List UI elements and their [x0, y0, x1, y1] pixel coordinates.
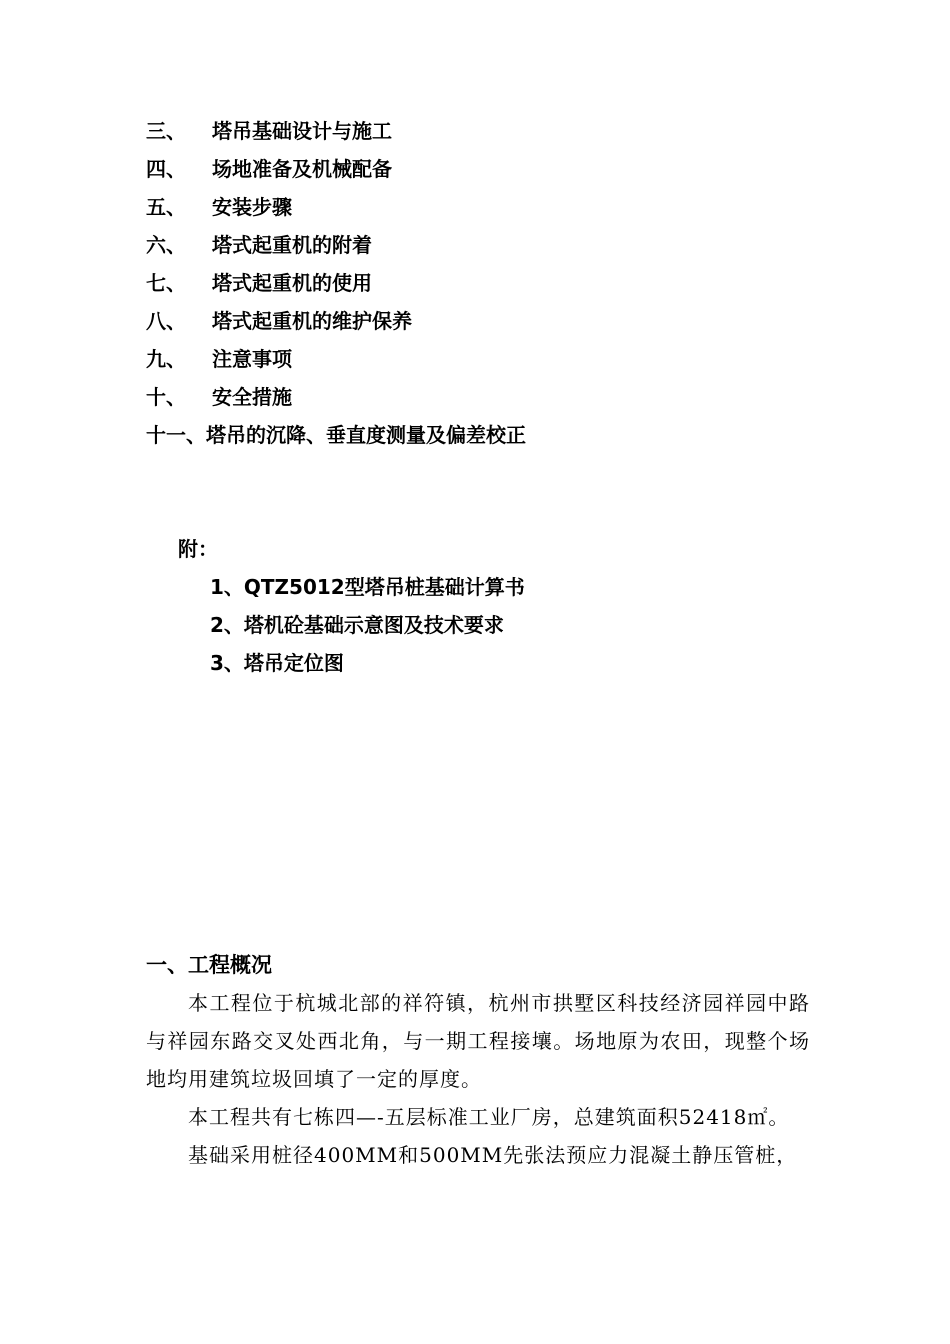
- toc-item: [146, 188, 846, 226]
- section-heading: 一、工程概况: [146, 953, 272, 977]
- toc-item-number: 十、: [146, 385, 186, 409]
- appendix-item: 1、QTZ5012型塔吊桩基础计算书: [210, 575, 525, 599]
- toc-item-number: 六、: [146, 233, 186, 257]
- body-paragraph: 本工程共有七栋四—-五层标准工业厂房，总建筑面积52418㎡。: [188, 1105, 790, 1129]
- toc-item-title: 塔式起重机的使用: [212, 271, 372, 295]
- toc-item-number: 九、: [146, 347, 186, 371]
- body-paragraph: 本工程位于杭城北部的祥符镇，杭州市拱墅区科技经济园祥园中路与祥园东路交叉处西北角，与一期工程接壤。场地原为农田，现整个场地均用建筑垃圾回填了一定的厚度。: [146, 991, 810, 1091]
- toc-item-number: 八、: [146, 309, 186, 333]
- toc-item-number: 四、: [146, 157, 186, 181]
- appendix-item: 3、塔吊定位图: [210, 651, 344, 675]
- toc-item-title: 场地准备及机械配备: [212, 157, 392, 181]
- toc-item-title: 十一、塔吊的沉降、垂直度测量及偏差校正: [146, 423, 526, 447]
- appendix-label: 附：: [178, 537, 218, 561]
- toc-item-title: 安全措施: [212, 385, 292, 409]
- appendix: [178, 530, 778, 682]
- toc-item-title: 塔式起重机的附着: [212, 233, 372, 257]
- toc-item-number: 三、: [146, 119, 186, 143]
- toc-item: [146, 112, 846, 150]
- toc-item-title: 塔吊基础设计与施工: [212, 119, 392, 143]
- toc-item-title: 注意事项: [212, 347, 292, 371]
- project-overview-section: [146, 946, 810, 1174]
- body-paragraph: 基础采用桩径400MM和500MM先张法预应力混凝土静压管桩，: [188, 1143, 798, 1167]
- toc-item-title: 塔式起重机的维护保养: [212, 309, 412, 333]
- toc-item: [146, 264, 846, 302]
- toc-item: [146, 378, 846, 416]
- toc-item: [146, 226, 846, 264]
- toc-item: [146, 416, 846, 454]
- toc-item-title: 安装步骤: [212, 195, 292, 219]
- appendix-item: 2、塔机砼基础示意图及技术要求: [210, 613, 504, 637]
- appendix-list: [210, 568, 778, 682]
- toc-item: [146, 340, 846, 378]
- toc-item: [146, 302, 846, 340]
- toc-item-number: 七、: [146, 271, 186, 295]
- toc-item: [146, 150, 846, 188]
- toc-item-number: 五、: [146, 195, 186, 219]
- table-of-contents: [146, 112, 846, 454]
